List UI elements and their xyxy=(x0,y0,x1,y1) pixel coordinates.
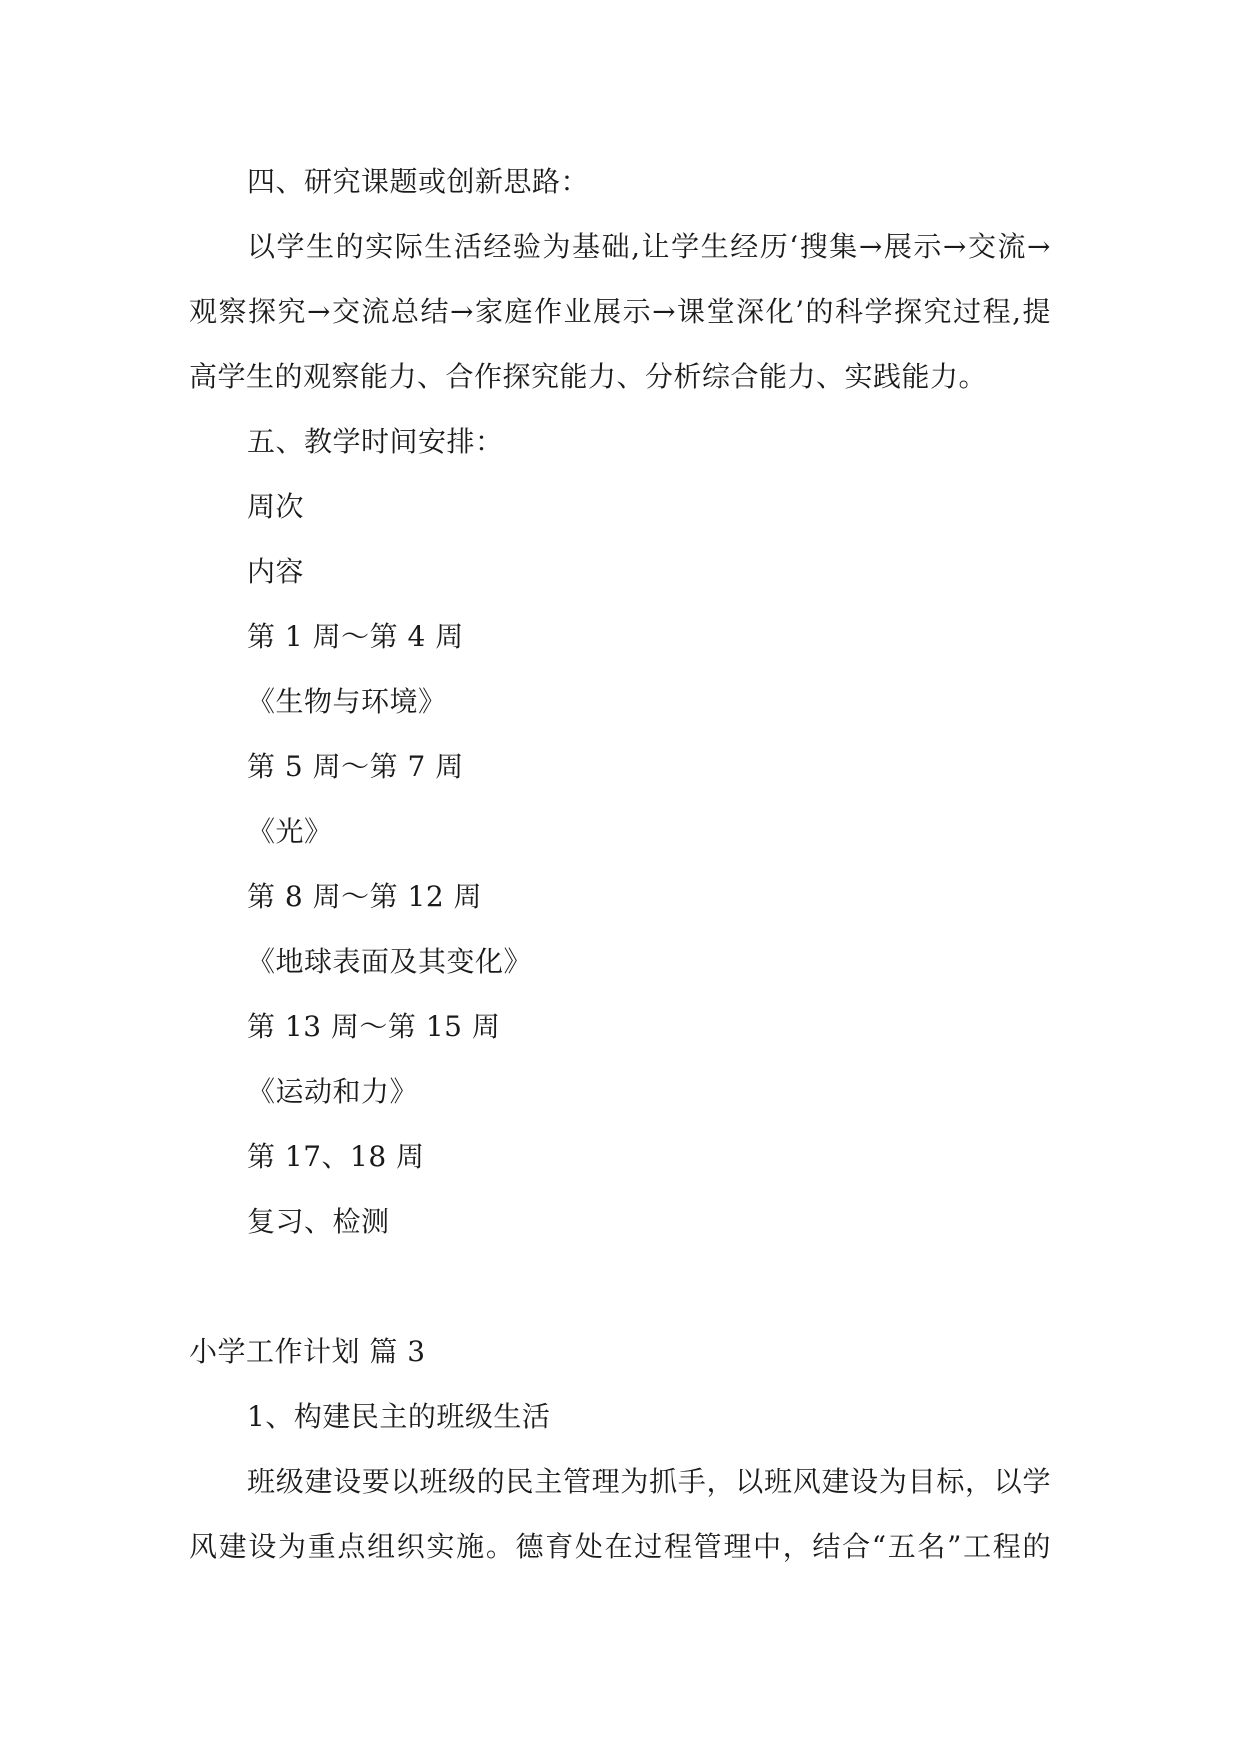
document-part-title: 小学工作计划 篇 3 xyxy=(189,1335,426,1368)
paragraph-line: 高学生的观察能力、合作探究能力、分析综合能力、实践能力。 xyxy=(189,360,988,393)
schedule-header-week: 周次 xyxy=(247,490,305,523)
item-heading: 1、构建民主的班级生活 xyxy=(247,1400,551,1433)
schedule-header-content: 内容 xyxy=(247,555,305,588)
schedule-content-cell: 复习、检测 xyxy=(247,1205,390,1238)
schedule-week-cell: 第 13 周～第 15 周 xyxy=(247,1010,501,1043)
schedule-content-cell: 《光》 xyxy=(247,815,333,848)
paragraph-line: 以学生的实际生活经验为基础,让学生经历‘搜集→展示→交流→ xyxy=(247,230,1051,263)
schedule-content-cell: 《生物与环境》 xyxy=(247,685,447,718)
paragraph-line: 班级建设要以班级的民主管理为抓手，以班风建设为目标，以学 xyxy=(247,1465,1051,1498)
section-heading-schedule: 五、教学时间安排： xyxy=(247,425,504,458)
schedule-week-cell: 第 8 周～第 12 周 xyxy=(247,880,483,913)
schedule-week-cell: 第 17、18 周 xyxy=(247,1140,425,1173)
paragraph-line: 风建设为重点组织实施。德育处在过程管理中，结合“五名”工程的 xyxy=(189,1530,1051,1563)
paragraph-line: 观察探究→交流总结→家庭作业展示→课堂深化’的科学探究过程,提 xyxy=(189,295,1051,328)
schedule-content-cell: 《运动和力》 xyxy=(247,1075,419,1108)
schedule-week-cell: 第 5 周～第 7 周 xyxy=(247,750,464,783)
schedule-content-cell: 《地球表面及其变化》 xyxy=(247,945,533,978)
schedule-week-cell: 第 1 周～第 4 周 xyxy=(247,620,464,653)
section-heading-research: 四、研究课题或创新思路： xyxy=(247,165,590,198)
